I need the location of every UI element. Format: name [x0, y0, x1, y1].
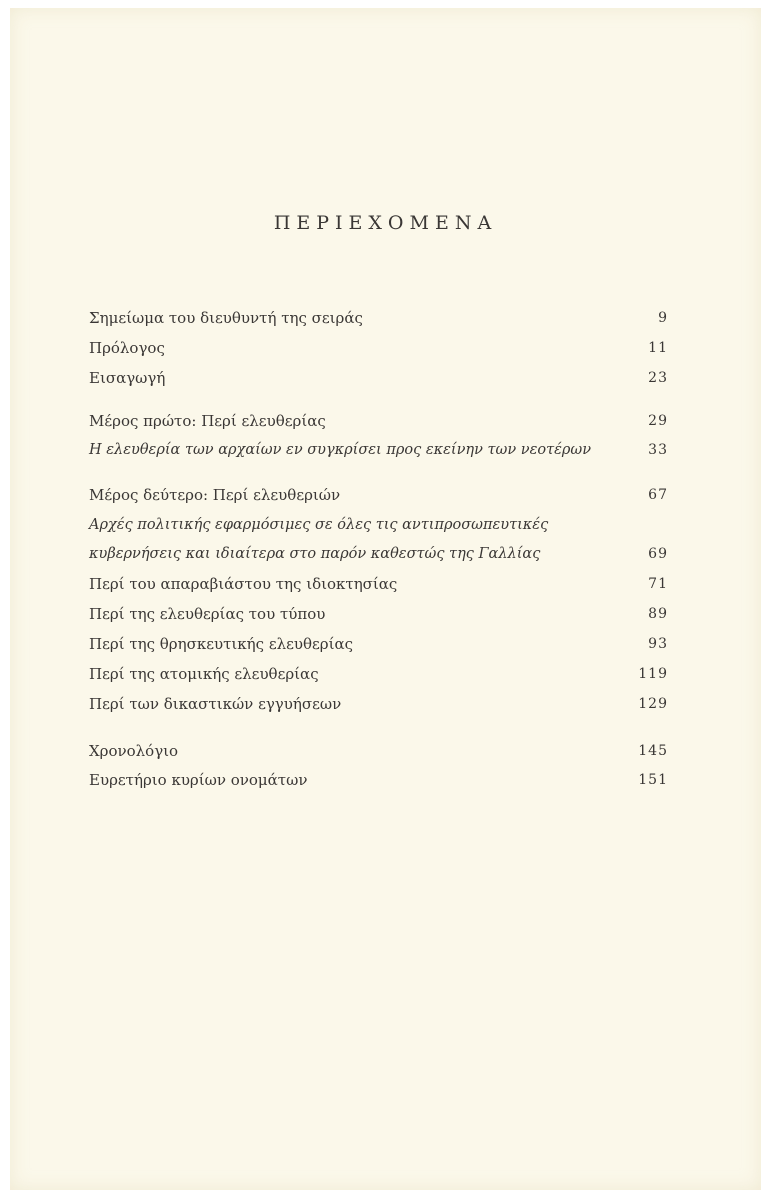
toc-entry-chronology — [89, 739, 668, 763]
toc-entry-label: Σημείωμα του διευθυντή της σειράς — [89, 309, 363, 327]
toc-entry-page: 29 — [648, 413, 668, 429]
toc-entry-prologue — [89, 336, 668, 360]
toc-entry-religious-freedom — [89, 632, 668, 656]
page-title: ΠΕΡΙΕΧΟΜΕΝΑ — [273, 212, 498, 234]
toc-entry-page: 33 — [648, 442, 668, 458]
toc-entry-page: 67 — [648, 487, 668, 503]
toc-entry-introduction — [89, 366, 668, 390]
toc-entry-part-one — [89, 409, 668, 433]
toc-entry-press-freedom — [89, 602, 668, 626]
toc-entry-editor-note — [89, 306, 668, 330]
toc-entry-principles-line-1 — [89, 513, 668, 537]
toc-entry-label: κυβερνήσεις και ιδιαίτερα στο παρόν καθεστώς της Γαλλίας — [89, 546, 541, 562]
toc-entry-label: Περί των δικαστικών εγγυήσεων — [89, 695, 342, 713]
toc-entry-label: Περί της θρησκευτικής ελευθερίας — [89, 635, 354, 653]
toc-entry-label: Μέρος δεύτερο: Περί ελευθεριών — [89, 486, 341, 504]
toc-entry-page: 151 — [638, 772, 668, 788]
toc-entry-label: Ευρετήριο κυρίων ονομάτων — [89, 771, 308, 789]
toc-entry-page: 129 — [638, 696, 668, 712]
toc-entry-page: 23 — [648, 370, 668, 386]
toc-entry-page: 93 — [648, 636, 668, 652]
toc-entry-page: 119 — [638, 666, 668, 682]
toc-entry-page: 9 — [658, 310, 668, 326]
toc-entry-principles-line-2 — [89, 542, 668, 566]
toc-entry-judicial-guarantees — [89, 692, 668, 716]
toc-entry-label: Περί της ατομικής ελευθερίας — [89, 665, 319, 683]
toc-entry-part-two — [89, 483, 668, 507]
toc-entry-individual-freedom — [89, 662, 668, 686]
toc-entry-index — [89, 768, 668, 792]
toc-entry-label: Η ελευθερία των αρχαίων εν συγκρίσει προς εκείνην των νεοτέρων — [89, 442, 592, 458]
toc-entry-page: 89 — [648, 606, 668, 622]
toc-entry-page: 71 — [648, 576, 668, 592]
toc-entry-label: Χρονολόγιο — [89, 742, 179, 760]
toc-entry-label: Αρχές πολιτικής εφαρμόσιμες σε όλες τις αντιπροσωπευτικές — [89, 517, 549, 533]
toc-entry-property — [89, 572, 668, 596]
toc-entry-label: Μέρος πρώτο: Περί ελευθερίας — [89, 412, 326, 430]
toc-entry-page: 11 — [648, 340, 668, 356]
toc-entry-label: Πρόλογος — [89, 339, 165, 357]
toc-entry-page: 145 — [638, 743, 668, 759]
toc-entry-ancient-liberty — [89, 438, 668, 462]
toc-entry-label: Περί του απαραβιάστου της ιδιοκτησίας — [89, 575, 398, 593]
toc-entry-label: Εισαγωγή — [89, 369, 166, 387]
toc-entry-page: 69 — [648, 546, 668, 562]
toc-entry-label: Περί της ελευθερίας του τύπου — [89, 605, 326, 623]
